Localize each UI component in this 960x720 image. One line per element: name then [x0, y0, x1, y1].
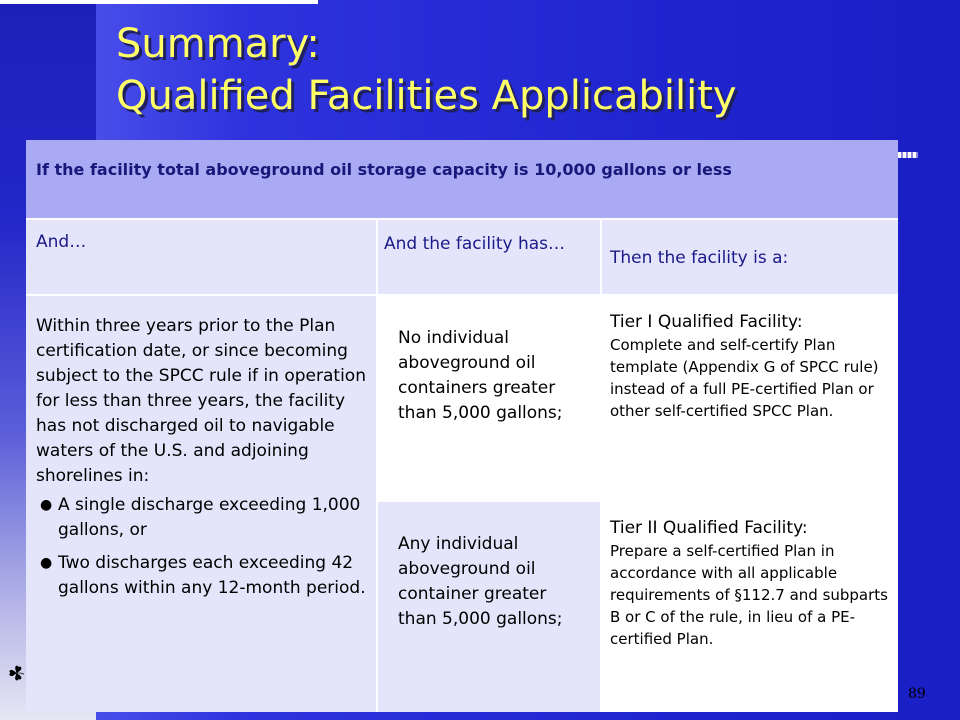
condition-text: Within three years prior to the Plan certification date, or since becoming subject to the SPCC rule if in operation for less than three years, the facility has not discharged oil to navigable waters of the U.S. and adjoining shorelines in: — [36, 316, 366, 486]
tier1-description: Complete and self-certify Plan template (Appendix G of SPCC rule) instead of a full PE-certified Plan or other self-certified SPCC Plan. — [610, 336, 879, 420]
condition-bullet — [36, 493, 366, 543]
column-header-then: Then the facility is a: — [602, 220, 898, 294]
tier1-cell — [602, 296, 898, 500]
condition-bullet — [36, 551, 366, 601]
table-header: If the facility total aboveground oil storage capacity is 10,000 gallons or less — [26, 140, 898, 218]
condition-bullet-text: Two discharges each exceeding 42 gallons within any 12-month period. — [58, 553, 366, 598]
condition-cell — [26, 296, 376, 712]
bullet-dot-icon: ● — [40, 497, 53, 513]
page-number: 89 — [908, 686, 926, 702]
column-header-and: And… — [26, 220, 376, 294]
title-rule-decoration — [898, 152, 918, 158]
tier2-cell — [602, 502, 898, 712]
condition-bullet-list — [36, 493, 366, 601]
title-line-2: Qualified Facilities Applicability — [116, 73, 737, 119]
epa-logo-icon: ☘ — [5, 664, 29, 682]
condition-bullet-text: A single discharge exceeding 1,000 gallons, or — [58, 495, 361, 540]
bullet-dot-icon: ● — [40, 555, 53, 571]
applicability-table — [26, 140, 898, 712]
has-cell-tier2: Any individual aboveground oil container greater than 5,000 gallons; — [378, 502, 600, 712]
top-white-bar — [0, 0, 318, 4]
has-cell-tier1: No individual aboveground oil containers greater than 5,000 gallons; — [378, 296, 600, 500]
tier2-description: Prepare a self-certified Plan in accordance with all applicable requirements of §112.7 and subparts B or C of the rule, in lieu of a PE-certified Plan. — [610, 542, 888, 648]
slide-title — [116, 18, 936, 122]
tier1-title: Tier I Qualified Facility: — [610, 312, 803, 332]
tier2-title: Tier II Qualified Facility: — [610, 518, 808, 538]
title-line-1: Summary: — [116, 21, 320, 67]
column-header-has: And the facility has… — [378, 220, 600, 294]
